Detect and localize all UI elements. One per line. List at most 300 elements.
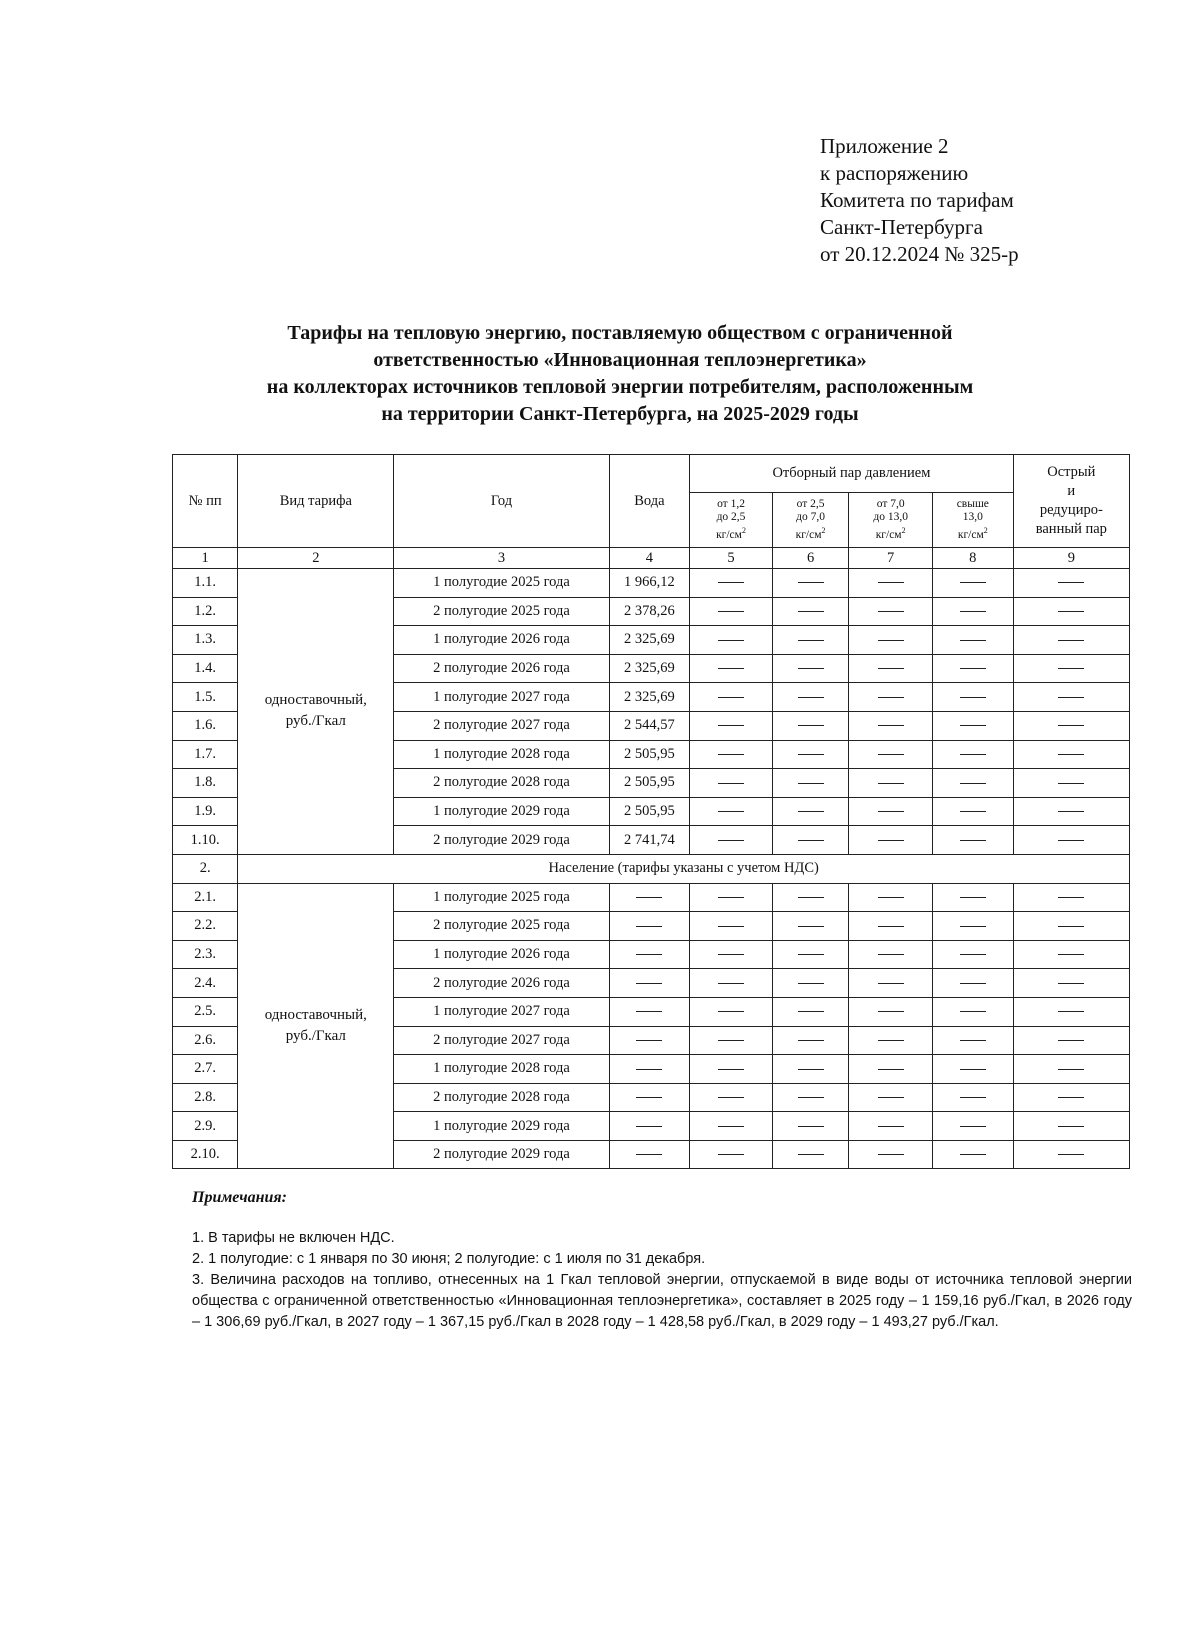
dash-mark (960, 897, 986, 898)
dash-mark (718, 1097, 744, 1098)
row-number: 1.8. (173, 769, 238, 798)
tariff-kind-cell (238, 569, 394, 855)
empty-value-cell (849, 1083, 933, 1112)
dash-mark (718, 697, 744, 698)
empty-value-cell (609, 997, 690, 1026)
empty-value-cell (849, 654, 933, 683)
empty-value-cell (1013, 797, 1129, 826)
period-cell: 1 полугодие 2026 года (394, 626, 609, 655)
row-number: 2.7. (173, 1055, 238, 1084)
row-number: 1.1. (173, 569, 238, 598)
dash-mark (878, 697, 904, 698)
pressure-from: от 1,2 (717, 498, 745, 511)
section-heading-row (173, 854, 1130, 883)
dash-mark (798, 725, 824, 726)
empty-value-cell (849, 683, 933, 712)
dash-mark (636, 1154, 662, 1155)
dash-mark (798, 697, 824, 698)
column-number: 5 (690, 548, 773, 569)
empty-value-cell (609, 1055, 690, 1084)
dash-mark (718, 897, 744, 898)
dash-mark (718, 1040, 744, 1041)
dash-mark (1058, 1040, 1084, 1041)
dash-mark (1058, 725, 1084, 726)
empty-value-cell (690, 997, 773, 1026)
empty-value-cell (932, 740, 1013, 769)
empty-value-cell (690, 826, 773, 855)
row-number: 1.6. (173, 711, 238, 740)
dash-mark (878, 1097, 904, 1098)
dash-mark (718, 1011, 744, 1012)
dash-mark (798, 1069, 824, 1070)
dash-mark (960, 783, 986, 784)
empty-value-cell (849, 597, 933, 626)
empty-value-cell (849, 940, 933, 969)
period-cell: 1 полугодие 2025 года (394, 569, 609, 598)
empty-value-cell (690, 883, 773, 912)
dash-mark (1058, 582, 1084, 583)
period-cell: 1 полугодие 2027 года (394, 997, 609, 1026)
dash-mark (718, 611, 744, 612)
empty-value-cell (1013, 711, 1129, 740)
dash-mark (636, 1011, 662, 1012)
empty-value-cell (932, 683, 1013, 712)
dash-mark (1058, 1154, 1084, 1155)
pressure-unit: $кг/см^2$ (716, 526, 746, 541)
dash-mark (798, 582, 824, 583)
empty-value-cell (932, 940, 1013, 969)
dash-mark (798, 811, 824, 812)
row-number: 1.10. (173, 826, 238, 855)
pressure-to: до 7,0 (796, 511, 825, 524)
empty-value-cell (772, 1083, 849, 1112)
pressure-from: свыше (956, 498, 989, 511)
period-cell: 2 полугодие 2026 года (394, 654, 609, 683)
row-number: 1.7. (173, 740, 238, 769)
water-tariff-value: 1 966,12 (609, 569, 690, 598)
header-water: Вода (609, 455, 690, 548)
empty-value-cell (849, 883, 933, 912)
dash-mark (960, 1154, 986, 1155)
empty-value-cell (1013, 883, 1129, 912)
dash-mark (798, 668, 824, 669)
dash-mark (878, 954, 904, 955)
period-cell: 2 полугодие 2029 года (394, 1140, 609, 1169)
dash-mark (1058, 783, 1084, 784)
dash-mark (1058, 983, 1084, 984)
pressure-unit: $кг/см^2$ (957, 526, 988, 541)
notes-title: Примечания: (192, 1189, 287, 1206)
empty-value-cell (772, 626, 849, 655)
column-number-row (173, 548, 1130, 569)
period-cell: 1 полугодие 2028 года (394, 740, 609, 769)
period-cell: 1 полугодие 2026 года (394, 940, 609, 969)
empty-value-cell (690, 969, 773, 998)
header-pressure-3 (849, 493, 933, 548)
empty-value-cell (849, 740, 933, 769)
empty-value-cell (1013, 597, 1129, 626)
empty-value-cell (1013, 1083, 1129, 1112)
appendix-block (820, 133, 1019, 268)
row-number: 2.2. (173, 912, 238, 941)
dash-mark (878, 1040, 904, 1041)
note-item: 3. Величина расходов на топливо, отнесенных на 1 Гкал тепловой энергии, отпускаемой в виде воды от источника тепловой энергии общества с ограниченной ответственностью «Инновационная теплоэнергетика», составляет в 2025 году – 1 159,16 руб./Гкал, в 2026 году – 1 306,69 руб./Гкал, в 2027 году – 1 367,15 руб./Гкал в 2028 году – 1 428,58 руб./Гкал, в 2029 году – 1 493,27 руб./Гкал. (192, 1272, 1132, 1330)
empty-value-cell (772, 1055, 849, 1084)
empty-value-cell (772, 711, 849, 740)
dash-mark (718, 582, 744, 583)
empty-value-cell (849, 797, 933, 826)
empty-value-cell (609, 1112, 690, 1141)
empty-value-cell (772, 597, 849, 626)
dash-mark (718, 668, 744, 669)
dash-mark (878, 783, 904, 784)
dash-mark (636, 1069, 662, 1070)
dash-mark (960, 1011, 986, 1012)
empty-value-cell (1013, 1112, 1129, 1141)
empty-value-cell (772, 769, 849, 798)
dash-mark (960, 1069, 986, 1070)
water-tariff-value: 2 378,26 (609, 597, 690, 626)
water-tariff-value: 2 505,95 (609, 740, 690, 769)
row-number: 1.2. (173, 597, 238, 626)
dash-mark (878, 754, 904, 755)
header-steam-group: Отборный пар давлением (690, 455, 1013, 493)
pressure-to: 13,0 (962, 511, 983, 524)
empty-value-cell (849, 769, 933, 798)
empty-value-cell (609, 912, 690, 941)
empty-value-cell (1013, 626, 1129, 655)
dash-mark (718, 1126, 744, 1127)
dash-mark (960, 983, 986, 984)
header-sharp-steam (1013, 455, 1129, 548)
empty-value-cell (772, 1140, 849, 1169)
empty-value-cell (690, 912, 773, 941)
dash-mark (798, 983, 824, 984)
water-tariff-value: 2 325,69 (609, 626, 690, 655)
header-pressure-4 (932, 493, 1013, 548)
empty-value-cell (1013, 912, 1129, 941)
pressure-to: до 2,5 (716, 511, 746, 524)
empty-value-cell (772, 797, 849, 826)
header-num: № пп (173, 455, 238, 548)
empty-value-cell (932, 1140, 1013, 1169)
dash-mark (636, 983, 662, 984)
row-number: 2.10. (173, 1140, 238, 1169)
row-number: 1.3. (173, 626, 238, 655)
title-line: на коллекторах источников тепловой энергии потребителям, расположенным (266, 376, 974, 398)
appendix-line: Приложение 2 (820, 134, 949, 158)
dash-mark (960, 640, 986, 641)
row-number: 1.4. (173, 654, 238, 683)
empty-value-cell (932, 1055, 1013, 1084)
dash-mark (1058, 697, 1084, 698)
row-number: 2. (173, 854, 238, 883)
empty-value-cell (1013, 997, 1129, 1026)
dash-mark (960, 697, 986, 698)
note-item: 2. 1 полугодие: с 1 января по 30 июня; 2 полугодие: с 1 июля по 31 декабря. (192, 1251, 706, 1267)
column-number: 1 (173, 548, 238, 569)
dash-mark (1058, 954, 1084, 955)
column-number: 9 (1013, 548, 1129, 569)
empty-value-cell (772, 1026, 849, 1055)
empty-value-cell (690, 626, 773, 655)
empty-value-cell (690, 1026, 773, 1055)
dash-mark (960, 926, 986, 927)
header-pressure-1 (690, 493, 773, 548)
water-tariff-value: 2 325,69 (609, 683, 690, 712)
dash-mark (798, 1154, 824, 1155)
empty-value-cell (932, 969, 1013, 998)
period-cell: 2 полугодие 2028 года (394, 1083, 609, 1112)
header-sharp-line: ванный пар (1035, 521, 1107, 537)
dash-mark (798, 1040, 824, 1041)
note-item: 1. В тарифы не включен НДС. (192, 1230, 395, 1246)
empty-value-cell (772, 826, 849, 855)
empty-value-cell (690, 654, 773, 683)
empty-value-cell (772, 683, 849, 712)
empty-value-cell (1013, 1026, 1129, 1055)
pressure-unit: $кг/см^2$ (875, 526, 906, 541)
empty-value-cell (772, 740, 849, 769)
period-cell: 1 полугодие 2029 года (394, 1112, 609, 1141)
empty-value-cell (1013, 769, 1129, 798)
dash-mark (718, 926, 744, 927)
dash-mark (1058, 1069, 1084, 1070)
dash-mark (1058, 926, 1084, 927)
dash-mark (1058, 611, 1084, 612)
empty-value-cell (690, 797, 773, 826)
pressure-to: до 13,0 (873, 511, 908, 524)
empty-value-cell (772, 569, 849, 598)
empty-value-cell (932, 654, 1013, 683)
document-title (170, 320, 1070, 428)
title-line: ответственностью «Инновационная теплоэнергетика» (373, 349, 867, 371)
empty-value-cell (1013, 1055, 1129, 1084)
empty-value-cell (932, 626, 1013, 655)
dash-mark (960, 668, 986, 669)
period-cell: 2 полугодие 2029 года (394, 826, 609, 855)
dash-mark (636, 1126, 662, 1127)
empty-value-cell (849, 997, 933, 1026)
appendix-line: от 20.12.2024 № 325-р (820, 242, 1019, 266)
row-number: 2.3. (173, 940, 238, 969)
period-cell: 2 полугодие 2027 года (394, 1026, 609, 1055)
dash-mark (718, 1069, 744, 1070)
dash-mark (718, 840, 744, 841)
period-cell: 1 полугодие 2028 года (394, 1055, 609, 1084)
dash-mark (878, 1011, 904, 1012)
dash-mark (798, 754, 824, 755)
dash-mark (878, 983, 904, 984)
water-tariff-value: 2 505,95 (609, 797, 690, 826)
column-number: 8 (932, 548, 1013, 569)
dash-mark (878, 1126, 904, 1127)
period-cell: 1 полугодие 2027 года (394, 683, 609, 712)
water-tariff-value: 2 544,57 (609, 711, 690, 740)
dash-mark (718, 725, 744, 726)
empty-value-cell (609, 969, 690, 998)
empty-value-cell (932, 997, 1013, 1026)
dash-mark (1058, 1126, 1084, 1127)
empty-value-cell (1013, 654, 1129, 683)
empty-value-cell (932, 912, 1013, 941)
empty-value-cell (932, 1026, 1013, 1055)
dash-mark (878, 640, 904, 641)
tariff-kind-label: одноставочный, (264, 1007, 367, 1023)
dash-mark (960, 1040, 986, 1041)
empty-value-cell (932, 1112, 1013, 1141)
title-line: Тарифы на тепловую энергию, поставляемую обществом с ограниченной (287, 322, 953, 344)
dash-mark (798, 1097, 824, 1098)
empty-value-cell (690, 1083, 773, 1112)
tariff-kind-unit: руб./Гкал (285, 1028, 346, 1044)
header-sharp-line: Острый (1047, 464, 1096, 480)
empty-value-cell (609, 1026, 690, 1055)
dash-mark (718, 1154, 744, 1155)
empty-value-cell (772, 912, 849, 941)
empty-value-cell (849, 1140, 933, 1169)
dash-mark (960, 954, 986, 955)
column-number: 6 (772, 548, 849, 569)
empty-value-cell (772, 940, 849, 969)
row-number: 1.9. (173, 797, 238, 826)
dash-mark (718, 640, 744, 641)
dash-mark (960, 1126, 986, 1127)
tariff-table (172, 454, 1130, 1169)
empty-value-cell (849, 826, 933, 855)
water-tariff-value: 2 505,95 (609, 769, 690, 798)
empty-value-cell (772, 883, 849, 912)
notes-block (192, 1187, 1132, 1333)
water-tariff-value: 2 325,69 (609, 654, 690, 683)
dash-mark (1058, 640, 1084, 641)
dash-mark (960, 840, 986, 841)
dash-mark (1058, 811, 1084, 812)
empty-value-cell (849, 626, 933, 655)
appendix-line: Комитета по тарифам (820, 188, 1014, 212)
dash-mark (960, 1097, 986, 1098)
dash-mark (798, 1126, 824, 1127)
empty-value-cell (849, 1026, 933, 1055)
header-pressure-2 (772, 493, 849, 548)
dash-mark (1058, 668, 1084, 669)
pressure-from: от 7,0 (876, 498, 905, 511)
header-sharp-line: и (1067, 483, 1076, 499)
section-heading: Население (тарифы указаны с учетом НДС) (238, 854, 1130, 883)
period-cell: 2 полугодие 2026 года (394, 969, 609, 998)
row-number: 2.4. (173, 969, 238, 998)
empty-value-cell (690, 740, 773, 769)
table-row (173, 569, 1130, 598)
dash-mark (636, 954, 662, 955)
empty-value-cell (609, 883, 690, 912)
empty-value-cell (932, 883, 1013, 912)
empty-value-cell (849, 1055, 933, 1084)
dash-mark (960, 582, 986, 583)
dash-mark (798, 897, 824, 898)
row-number: 2.1. (173, 883, 238, 912)
empty-value-cell (690, 1112, 773, 1141)
dash-mark (798, 783, 824, 784)
table-row (173, 883, 1130, 912)
empty-value-cell (609, 940, 690, 969)
tariff-kind-label: одноставочный, (264, 692, 367, 709)
empty-value-cell (609, 1140, 690, 1169)
column-number: 4 (609, 548, 690, 569)
empty-value-cell (849, 569, 933, 598)
dash-mark (636, 897, 662, 898)
column-number: 7 (849, 548, 933, 569)
dash-mark (960, 611, 986, 612)
dash-mark (1058, 897, 1084, 898)
period-cell: 2 полугодие 2025 года (394, 597, 609, 626)
empty-value-cell (849, 1112, 933, 1141)
empty-value-cell (690, 597, 773, 626)
dash-mark (798, 1011, 824, 1012)
dash-mark (718, 983, 744, 984)
tariff-table-body (173, 569, 1130, 1169)
water-tariff-value: 2 741,74 (609, 826, 690, 855)
empty-value-cell (772, 969, 849, 998)
empty-value-cell (772, 1112, 849, 1141)
dash-mark (718, 954, 744, 955)
appendix-line: к распоряжению (820, 161, 969, 185)
row-number: 2.8. (173, 1083, 238, 1112)
row-number: 1.5. (173, 683, 238, 712)
tariff-kind-unit: руб./Гкал (285, 713, 346, 730)
empty-value-cell (690, 711, 773, 740)
empty-value-cell (1013, 740, 1129, 769)
dash-mark (960, 725, 986, 726)
empty-value-cell (609, 1083, 690, 1112)
dash-mark (718, 783, 744, 784)
empty-value-cell (849, 912, 933, 941)
empty-value-cell (932, 569, 1013, 598)
period-cell: 1 полугодие 2025 года (394, 883, 609, 912)
dash-mark (636, 926, 662, 927)
dash-mark (636, 1097, 662, 1098)
row-number: 2.6. (173, 1026, 238, 1055)
dash-mark (718, 811, 744, 812)
dash-mark (878, 1154, 904, 1155)
row-number: 2.5. (173, 997, 238, 1026)
dash-mark (798, 926, 824, 927)
empty-value-cell (1013, 1140, 1129, 1169)
empty-value-cell (772, 654, 849, 683)
pressure-from: от 2,5 (796, 498, 825, 511)
appendix-line: Санкт-Петербурга (820, 215, 983, 239)
dash-mark (878, 811, 904, 812)
period-cell: 2 полугодие 2028 года (394, 769, 609, 798)
empty-value-cell (932, 769, 1013, 798)
dash-mark (636, 1040, 662, 1041)
header-year: Год (394, 455, 609, 548)
title-line: на территории Санкт-Петербурга, на 2025-2029 годы (381, 403, 859, 425)
header-kind: Вид тарифа (238, 455, 394, 548)
dash-mark (878, 611, 904, 612)
column-number: 2 (238, 548, 394, 569)
empty-value-cell (690, 940, 773, 969)
dash-mark (878, 926, 904, 927)
period-cell: 2 полугодие 2025 года (394, 912, 609, 941)
empty-value-cell (1013, 940, 1129, 969)
dash-mark (798, 840, 824, 841)
dash-mark (878, 1069, 904, 1070)
dash-mark (878, 668, 904, 669)
empty-value-cell (1013, 826, 1129, 855)
empty-value-cell (849, 969, 933, 998)
dash-mark (1058, 1011, 1084, 1012)
